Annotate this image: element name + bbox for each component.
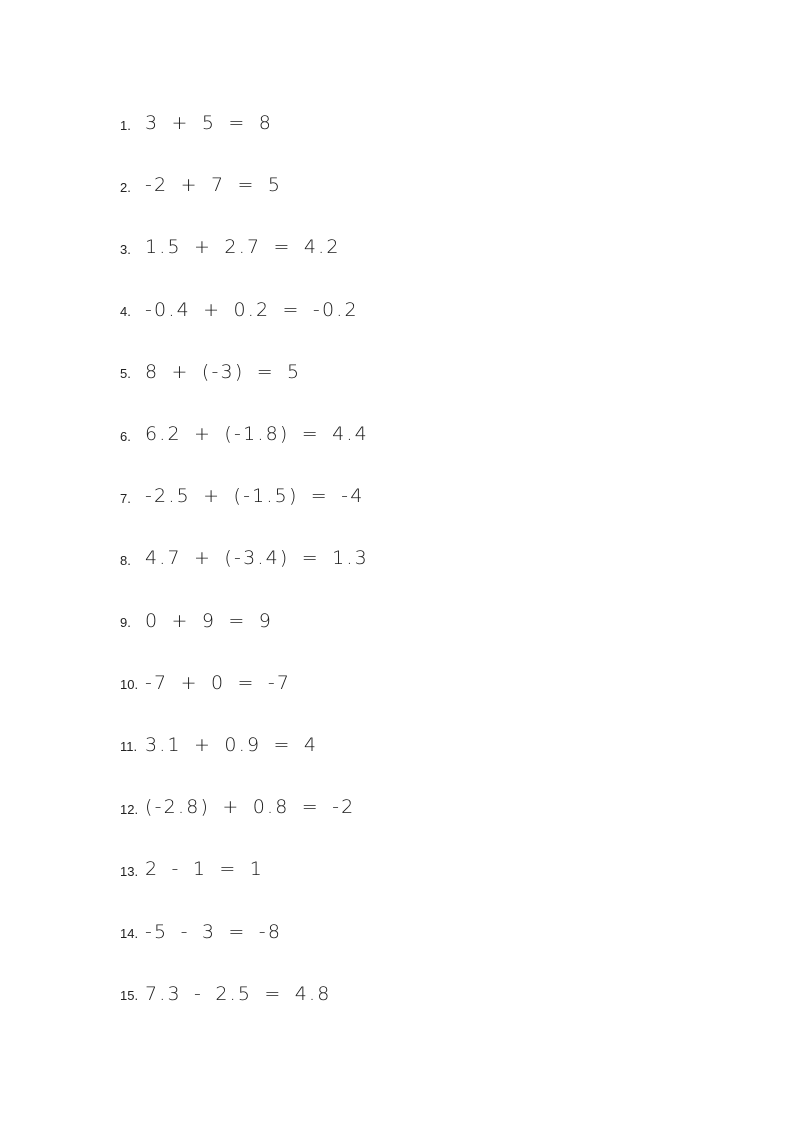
problem-row-6	[120, 403, 369, 465]
problem-number: 6.	[120, 428, 131, 444]
problem-row-2	[120, 154, 369, 216]
problem-number: 14.	[120, 926, 139, 942]
problem-number: 9.	[120, 615, 131, 631]
problem-expression: -2 + 7 = 5	[145, 174, 283, 197]
problem-expression: (-2.8) + 0.8 = -2	[145, 796, 356, 819]
problem-expression: 3 + 5 = 8	[145, 112, 274, 135]
problem-expression: -2.5 + (-1.5) = -4	[145, 485, 365, 508]
problem-number: 3.	[120, 241, 131, 257]
problem-expression: 4.7 + (-3.4) = 1.3	[145, 547, 369, 570]
problem-number: 15.	[120, 988, 139, 1004]
problem-row-9	[120, 590, 369, 652]
problem-expression: -7 + 0 = -7	[145, 671, 292, 694]
problem-number: 8.	[120, 552, 131, 568]
problem-number: 4.	[120, 304, 131, 320]
problem-number: 5.	[120, 366, 131, 382]
problem-expression: 0 + 9 = 9	[145, 609, 274, 632]
problem-list	[120, 92, 369, 1025]
problem-row-5	[120, 341, 369, 403]
problem-number: 10.	[120, 677, 139, 693]
problem-row-15	[120, 963, 369, 1025]
problem-row-1	[120, 92, 369, 154]
problem-row-11	[120, 714, 369, 776]
problem-number: 2.	[120, 179, 131, 195]
problem-row-12	[120, 776, 369, 838]
problem-row-14	[120, 900, 369, 962]
problem-expression: -0.4 + 0.2 = -0.2	[145, 298, 359, 321]
problem-expression: 3.1 + 0.9 = 4	[145, 733, 319, 756]
problem-number: 1.	[120, 117, 131, 133]
problem-expression: 6.2 + (-1.8) = 4.4	[145, 423, 369, 446]
problem-expression: -5 - 3 = -8	[145, 920, 283, 943]
problem-number: 13.	[120, 863, 139, 879]
problem-row-4	[120, 279, 369, 341]
problem-expression: 8 + (-3) = 5	[145, 360, 302, 383]
problem-number: 11.	[120, 739, 138, 755]
problem-number: 12.	[120, 801, 139, 817]
problem-number: 7.	[120, 490, 131, 506]
problem-expression: 2 - 1 = 1	[145, 858, 264, 881]
problem-expression: 7.3 - 2.5 = 4.8	[145, 982, 332, 1005]
problem-row-3	[120, 216, 369, 278]
problem-expression: 1.5 + 2.7 = 4.2	[145, 236, 341, 259]
problem-row-8	[120, 527, 369, 589]
problem-row-7	[120, 465, 369, 527]
problem-row-13	[120, 838, 369, 900]
problem-row-10	[120, 652, 369, 714]
